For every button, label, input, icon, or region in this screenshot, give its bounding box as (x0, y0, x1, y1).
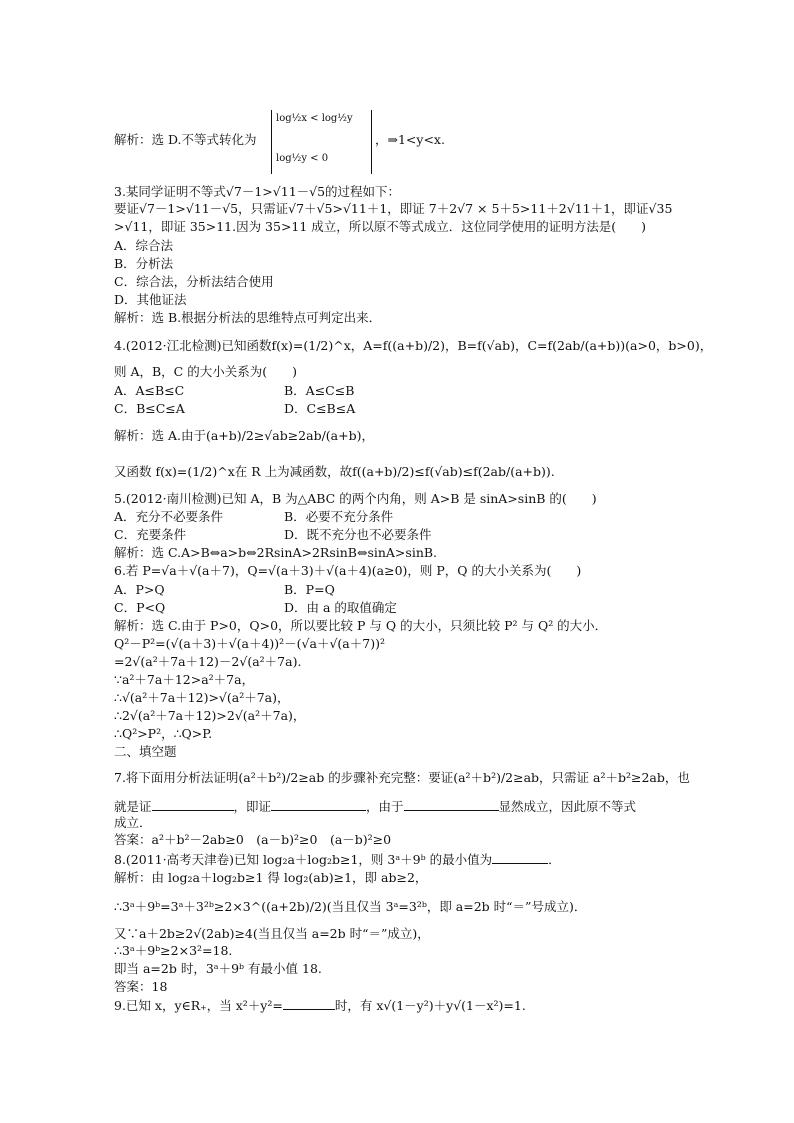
q8-solution-2: ∴3ᵃ＋9ᵇ=3ᵃ＋3²ᵇ≥2×3^((a+2b)/2)(当且仅当 3ᵃ=3²ᵇ，即 a=2b 时“＝”号成立)． (114, 899, 587, 914)
q3-option-c: C．综合法，分析法结合使用 (114, 274, 274, 289)
q7-text-b: ，即证 (233, 799, 272, 814)
q6-option-b: B．P=Q (284, 582, 335, 597)
q9-stem (114, 997, 526, 1014)
q6-solution-7: ∴Q²>P²，∴Q>P. (114, 726, 213, 741)
q6-solution-6: ∴2√(a²＋7a＋12)>2√(a²＋7a)， (114, 708, 306, 723)
q6-solution-4: ∵a²＋7a＋12>a²＋7a， (114, 672, 255, 687)
q4-solution-2: 又函数 f(x)=(1/2)^x在 R 上为减函数，故f((a+b)/2)≤f(√ab)≤f(2ab/(a+b)). (114, 464, 555, 479)
q4-option-b: B．A≤C≤B (284, 383, 355, 398)
q4-option-c: C．B≤C≤A (114, 401, 185, 416)
q6-solution-5: ∴√(a²＋7a＋12)>√(a²＋7a)， (114, 690, 290, 705)
system-line-top: log½x < log½y (276, 113, 353, 124)
q7-blank-3[interactable] (404, 798, 499, 811)
q7-stem-1: 7.将下面用分析法证明(a²＋b²)/2≥ab 的步骤补充完整：要证(a²＋b²)/2≥ab，只需证 a²＋b²≥2ab，也 (114, 770, 690, 785)
q7-text-a: 就是证 (114, 799, 152, 814)
q9-stem-b: 时，有 x√(1－y²)＋y√(1－x²)=1. (334, 998, 526, 1013)
q3-para-1: 要证√7－1>√11－√5，只需证√7＋√5>√11＋1，即证 7＋2√7 × 5＋5>11＋2√11＋1，即证√35 (114, 201, 673, 216)
q2-solution-pre: 解析：选 D.不等式转化为 (114, 132, 257, 147)
q6-option-c: C．P<Q (114, 600, 166, 615)
q5-option-c: C．充要条件 (114, 527, 187, 542)
q3-option-b: B．分析法 (114, 256, 174, 271)
q9-stem-a: 9.已知 x，y∈R₊，当 x²＋y²= (114, 998, 283, 1013)
q8-solution-1: 解析：由 log₂a＋log₂b≥1 得 log₂(ab)≥1，即 ab≥2， (114, 870, 428, 885)
q7-text-c: ，由于 (366, 799, 404, 814)
q8-solution-5: 即当 a=2b 时，3ᵃ＋9ᵇ 有最小值 18. (114, 961, 322, 976)
q8-stem (114, 851, 561, 868)
q8-stem-end: ． (548, 852, 561, 867)
q5-solution: 解析：选 C.A>B⇔a>b⇔2RsinA>2RsinB⇔sinA>sinB. (114, 545, 438, 560)
section-heading: 二、填空题 (114, 744, 177, 759)
q6-solution-3: =2√(a²＋7a＋12)－2√(a²＋7a). (114, 654, 302, 669)
q6-option-d: D．由 a 的取值确定 (284, 600, 397, 615)
q6-solution-2: Q²－P²=(√(a＋3)＋√(a＋4))²－(√a＋√(a＋7))² (114, 636, 385, 651)
system-bracket-right (371, 110, 372, 174)
system-bracket (271, 110, 272, 174)
q3-para-2: >√11，即证 35>11.因为 35>11 成立，所以原不等式成立．这位同学使用的证明方法是( ) (114, 219, 647, 234)
q7-blank-1[interactable] (152, 798, 234, 811)
q8-blank[interactable] (492, 851, 548, 864)
q8-solution-4: ∴3ᵃ＋9ᵇ≥2×3²=18. (114, 943, 233, 958)
q5-option-d: D．既不充分也不必要条件 (284, 527, 432, 542)
q6-option-a: A．P>Q (114, 582, 165, 597)
q7-stem-3: 成立． (114, 815, 152, 830)
q4-option-a: A．A≤B≤C (114, 383, 185, 398)
q6-stem: 6.若 P=√a＋√(a＋7)，Q=√(a＋3)＋√(a＋4)(a≥0)，则 P，Q 的大小关系为( ) (114, 563, 582, 578)
q8-solution-3: 又∵a＋2b≥2√(2ab)≥4(当且仅当 a=2b 时“＝”成立)， (114, 926, 430, 941)
q3-solution: 解析：选 B.根据分析法的思维特点可判定出来． (114, 310, 382, 325)
system-line-bottom: log½y < 0 (276, 153, 329, 164)
q4-stem-2: 则 A，B，C 的大小关系为( ) (114, 364, 297, 379)
q3-option-a: A．综合法 (114, 238, 174, 253)
q5-option-a: A．充分不必要条件 (114, 509, 224, 524)
q4-stem: 4.(2012·江北检测)已知函数f(x)=(1/2)^x，A=f((a+b)/2)，B=f(√ab)，C=f(2ab/(a+b))(a>0，b>0)， (114, 338, 713, 353)
q4-solution-1: 解析：选 A.由于(a+b)/2≥√ab≥2ab/(a+b)， (114, 428, 374, 443)
q6-solution-1: 解析：选 C.由于 P>0，Q>0，所以要比较 P 与 Q 的大小，只须比较 P² 与 Q² 的大小． (114, 618, 608, 633)
q3-option-d: D．其他证法 (114, 292, 187, 307)
q7-text-d: 显然成立，因此原不等式 (498, 799, 637, 814)
q5-option-b: B．必要不充分条件 (284, 509, 394, 524)
q7-stem-2 (114, 798, 636, 815)
q8-stem-text: 8.(2011·高考天津卷)已知 log₂a＋log₂b≥1，则 3ᵃ＋9ᵇ 的最小值为 (114, 852, 493, 867)
q8-answer: 答案：18 (114, 979, 168, 994)
q7-blank-2[interactable] (271, 798, 366, 811)
q2-solution-post: ，⇒1<y<x. (375, 132, 445, 147)
q4-option-d: D．C≤B≤A (284, 401, 356, 416)
q9-blank[interactable] (283, 997, 335, 1010)
q5-stem: 5.(2012·南川检测)已知 A，B 为△ABC 的两个内角，则 A>B 是 sinA>sinB 的( ) (114, 491, 597, 506)
q3-stem: 3.某同学证明不等式√7－1>√11－√5的过程如下： (114, 184, 401, 199)
q7-answer: 答案：a²＋b²－2ab≥0 (a－b)²≥0 (a－b)²≥0 (114, 832, 392, 847)
